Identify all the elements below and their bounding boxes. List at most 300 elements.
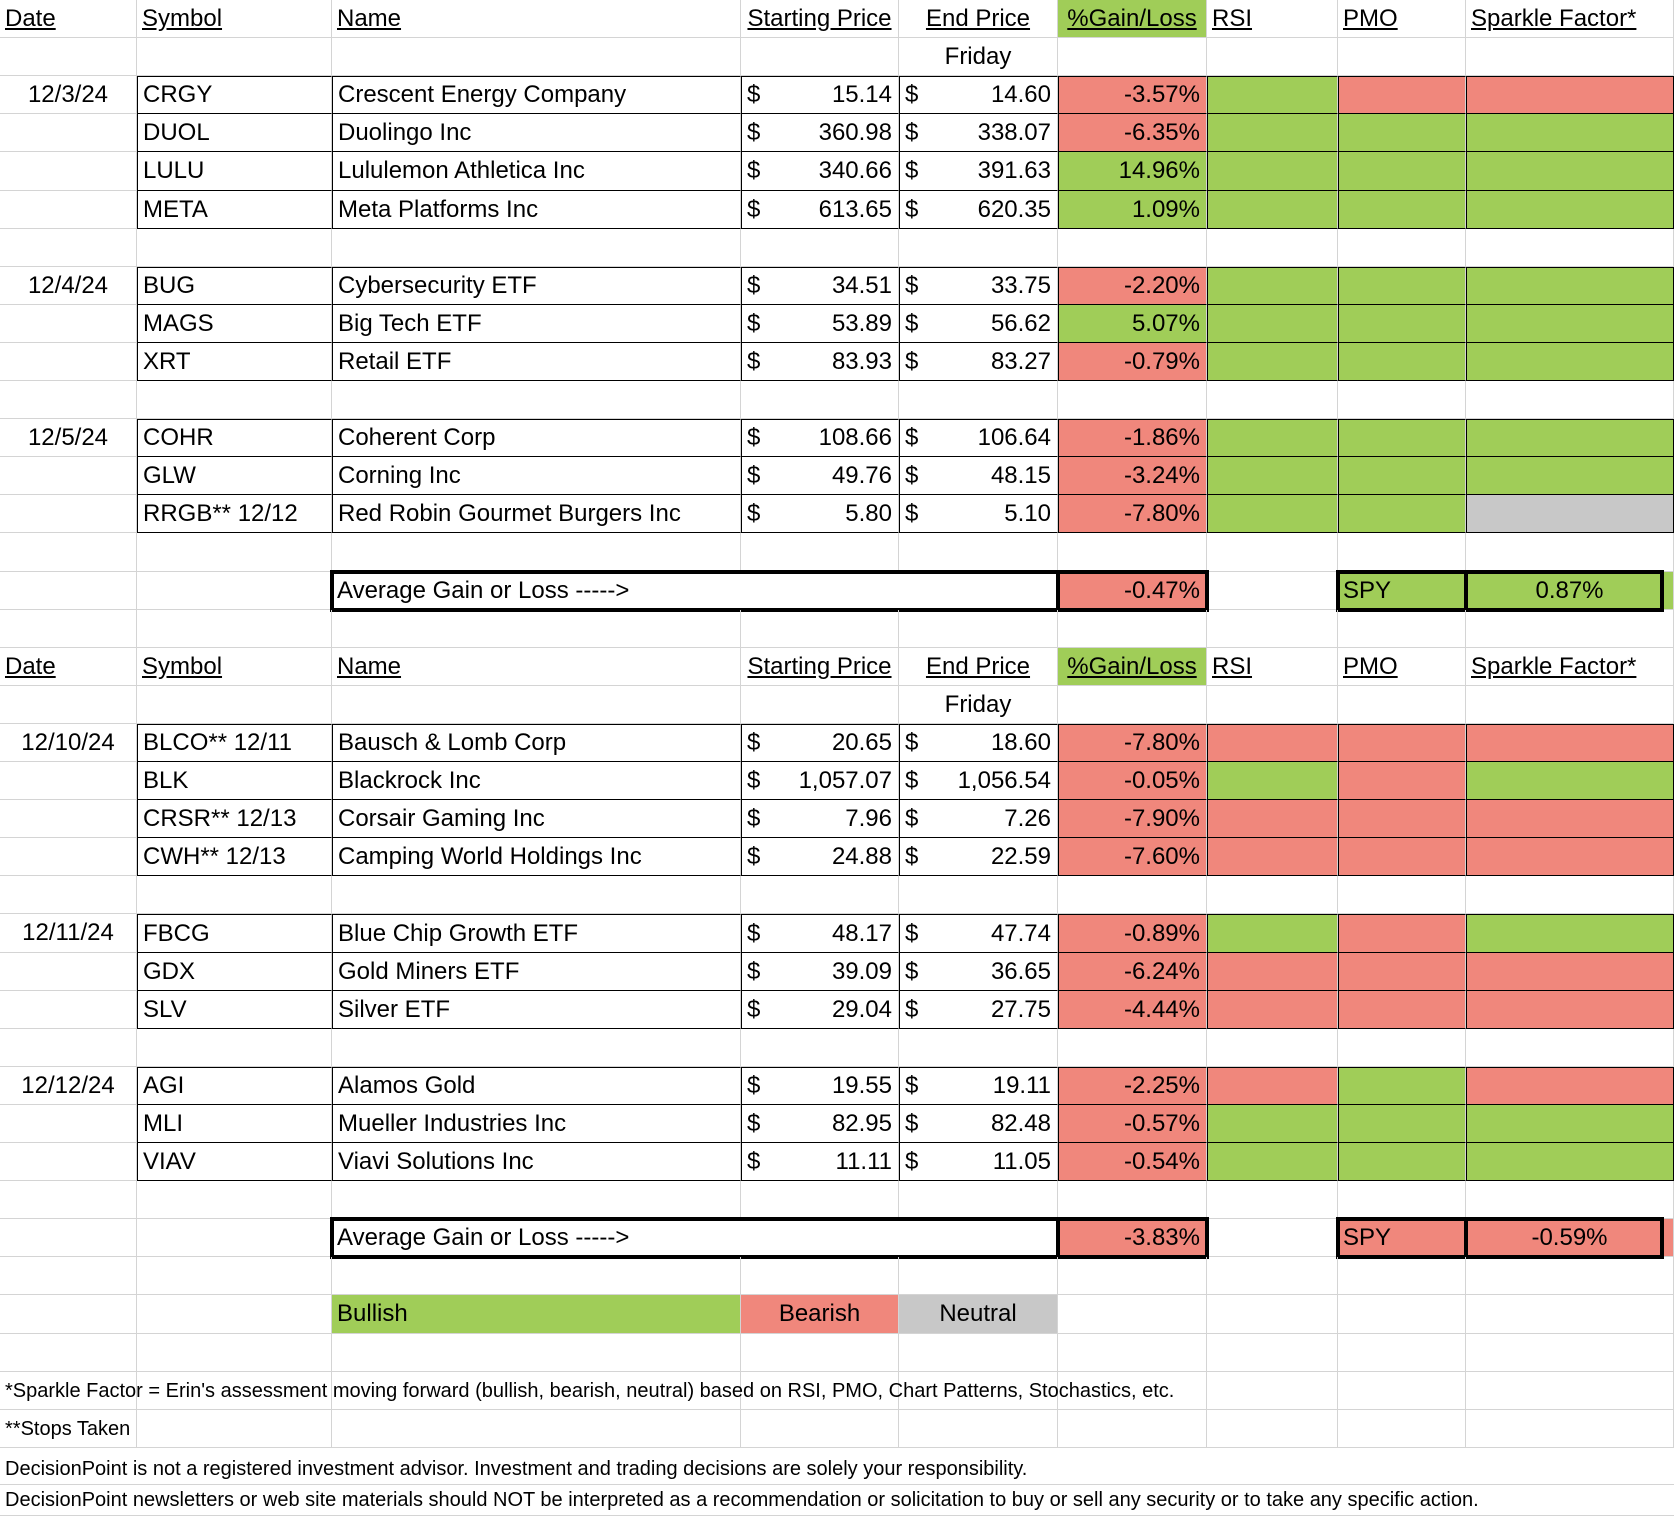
rsi-signal-cell[interactable]: [1207, 1143, 1338, 1181]
symbol-cell[interactable]: AGI: [137, 1067, 332, 1105]
empty-cell[interactable]: [1207, 610, 1338, 648]
starting-price-cell[interactable]: [741, 838, 899, 876]
header-sparkle-factor[interactable]: [1466, 0, 1674, 38]
empty-cell[interactable]: [899, 533, 1058, 572]
legend-bearish[interactable]: Bearish: [741, 1295, 899, 1334]
empty-cell[interactable]: [1338, 876, 1466, 914]
empty-cell[interactable]: [0, 1295, 137, 1334]
symbol-cell[interactable]: MLI: [137, 1105, 332, 1143]
name-cell[interactable]: Bausch & Lomb Corp: [332, 724, 741, 762]
gain-loss-cell[interactable]: -4.44%: [1058, 991, 1207, 1029]
starting-price-cell[interactable]: [741, 1105, 899, 1143]
gain-loss-cell[interactable]: -1.86%: [1058, 419, 1207, 457]
end-price-cell[interactable]: [899, 76, 1058, 114]
empty-cell[interactable]: [332, 1257, 741, 1295]
empty-cell[interactable]: [1058, 686, 1207, 724]
empty-cell[interactable]: [1338, 1029, 1466, 1067]
date-cell[interactable]: [0, 800, 137, 838]
rsi-signal-cell[interactable]: [1207, 914, 1338, 953]
empty-cell[interactable]: [1207, 686, 1338, 724]
symbol-cell[interactable]: GDX: [137, 953, 332, 991]
empty-cell[interactable]: [1058, 610, 1207, 648]
pmo-signal-cell[interactable]: [1338, 1067, 1466, 1105]
starting-price-cell[interactable]: [741, 457, 899, 495]
starting-price-cell[interactable]: [741, 1067, 899, 1105]
empty-cell[interactable]: [0, 610, 137, 648]
date-cell[interactable]: [0, 991, 137, 1029]
end-price-cell[interactable]: [899, 457, 1058, 495]
header-sparkle-factor[interactable]: [1466, 648, 1674, 686]
pmo-signal-cell[interactable]: [1338, 343, 1466, 381]
empty-cell[interactable]: [899, 381, 1058, 419]
empty-cell[interactable]: [1058, 1334, 1207, 1372]
header-pmo[interactable]: [1338, 0, 1466, 38]
symbol-cell[interactable]: VIAV: [137, 1143, 332, 1181]
date-cell[interactable]: [0, 457, 137, 495]
empty-cell[interactable]: [332, 229, 741, 267]
average-value[interactable]: -0.47%: [1058, 572, 1207, 610]
date-cell[interactable]: [0, 191, 137, 229]
header-symbol[interactable]: [137, 0, 332, 38]
gain-loss-cell[interactable]: -3.24%: [1058, 457, 1207, 495]
symbol-cell[interactable]: BLCO** 12/11: [137, 724, 332, 762]
sparkle-factor-signal-cell[interactable]: [1466, 1143, 1674, 1181]
empty-cell[interactable]: [137, 1334, 332, 1372]
empty-cell[interactable]: [1058, 229, 1207, 267]
end-price-cell[interactable]: [899, 267, 1058, 305]
name-cell[interactable]: Corsair Gaming Inc: [332, 800, 741, 838]
empty-cell[interactable]: [137, 610, 332, 648]
empty-cell[interactable]: [1338, 1181, 1466, 1219]
gain-loss-cell[interactable]: -0.05%: [1058, 762, 1207, 800]
sparkle-factor-signal-cell[interactable]: [1466, 800, 1674, 838]
gain-loss-cell[interactable]: -3.57%: [1058, 76, 1207, 114]
empty-cell[interactable]: [1466, 610, 1674, 648]
sparkle-factor-signal-cell[interactable]: [1466, 419, 1674, 457]
end-price-cell[interactable]: [899, 191, 1058, 229]
empty-cell[interactable]: [137, 229, 332, 267]
empty-cell[interactable]: [1058, 1257, 1207, 1295]
header-end-price[interactable]: [899, 0, 1058, 38]
end-price-cell[interactable]: [899, 343, 1058, 381]
name-cell[interactable]: Gold Miners ETF: [332, 953, 741, 991]
empty-cell[interactable]: [1338, 686, 1466, 724]
empty-cell[interactable]: [1338, 533, 1466, 572]
empty-cell[interactable]: [1207, 1219, 1338, 1257]
empty-cell[interactable]: [741, 381, 899, 419]
pmo-signal-cell[interactable]: [1338, 1143, 1466, 1181]
end-price-cell[interactable]: [899, 914, 1058, 953]
starting-price-cell[interactable]: [741, 914, 899, 953]
empty-cell[interactable]: [1058, 533, 1207, 572]
legend-bullish[interactable]: Bullish: [332, 1295, 741, 1334]
name-cell[interactable]: Camping World Holdings Inc: [332, 838, 741, 876]
end-price-cell[interactable]: [899, 419, 1058, 457]
empty-cell[interactable]: [137, 572, 332, 610]
date-cell[interactable]: [0, 152, 137, 191]
date-cell[interactable]: [0, 114, 137, 152]
empty-cell[interactable]: [332, 610, 741, 648]
empty-cell[interactable]: [0, 1029, 137, 1067]
symbol-cell[interactable]: BUG: [137, 267, 332, 305]
date-cell[interactable]: [0, 343, 137, 381]
empty-cell[interactable]: [1207, 1257, 1338, 1295]
pmo-signal-cell[interactable]: [1338, 267, 1466, 305]
empty-cell[interactable]: [1466, 381, 1674, 419]
rsi-signal-cell[interactable]: [1207, 76, 1338, 114]
starting-price-cell[interactable]: [741, 76, 899, 114]
pmo-signal-cell[interactable]: [1338, 762, 1466, 800]
empty-cell[interactable]: [0, 381, 137, 419]
gain-loss-cell[interactable]: -7.90%: [1058, 800, 1207, 838]
name-cell[interactable]: Mueller Industries Inc: [332, 1105, 741, 1143]
gain-loss-cell[interactable]: -0.57%: [1058, 1105, 1207, 1143]
gain-loss-cell[interactable]: -7.80%: [1058, 724, 1207, 762]
empty-cell[interactable]: [332, 1334, 741, 1372]
pmo-signal-cell[interactable]: [1338, 838, 1466, 876]
note-stops-taken[interactable]: **Stops Taken: [5, 1417, 131, 1440]
sparkle-factor-signal-cell[interactable]: [1466, 114, 1674, 152]
pmo-signal-cell[interactable]: [1338, 305, 1466, 343]
empty-cell[interactable]: [332, 876, 741, 914]
name-cell[interactable]: Crescent Energy Company: [332, 76, 741, 114]
rsi-signal-cell[interactable]: [1207, 1105, 1338, 1143]
empty-cell[interactable]: [899, 1181, 1058, 1219]
empty-cell[interactable]: [1207, 381, 1338, 419]
header-friday[interactable]: Friday: [899, 686, 1058, 724]
sparkle-factor-signal-cell[interactable]: [1466, 991, 1674, 1029]
empty-cell[interactable]: [1207, 229, 1338, 267]
empty-cell[interactable]: [332, 533, 741, 572]
date-cell[interactable]: [0, 1105, 137, 1143]
pmo-signal-cell[interactable]: [1338, 724, 1466, 762]
sparkle-factor-signal-cell[interactable]: [1466, 1067, 1674, 1105]
rsi-signal-cell[interactable]: [1207, 305, 1338, 343]
symbol-cell[interactable]: CRGY: [137, 76, 332, 114]
sparkle-factor-signal-cell[interactable]: [1466, 152, 1674, 191]
empty-cell[interactable]: [1207, 533, 1338, 572]
empty-cell[interactable]: [137, 38, 332, 76]
empty-cell[interactable]: [0, 876, 137, 914]
sparkle-factor-signal-cell[interactable]: [1466, 838, 1674, 876]
name-cell[interactable]: Silver ETF: [332, 991, 741, 1029]
empty-cell[interactable]: [1338, 1257, 1466, 1295]
rsi-signal-cell[interactable]: [1207, 114, 1338, 152]
sparkle-factor-signal-cell[interactable]: [1466, 343, 1674, 381]
pmo-signal-cell[interactable]: [1338, 419, 1466, 457]
starting-price-cell[interactable]: [741, 114, 899, 152]
empty-cell[interactable]: [0, 1257, 137, 1295]
rsi-signal-cell[interactable]: [1207, 762, 1338, 800]
empty-cell[interactable]: [1058, 876, 1207, 914]
empty-cell[interactable]: [899, 1029, 1058, 1067]
symbol-cell[interactable]: SLV: [137, 991, 332, 1029]
empty-cell[interactable]: [741, 1334, 899, 1372]
empty-cell[interactable]: [1466, 686, 1674, 724]
empty-cell[interactable]: [1338, 610, 1466, 648]
pmo-signal-cell[interactable]: [1338, 457, 1466, 495]
pmo-signal-cell[interactable]: [1338, 800, 1466, 838]
end-price-cell[interactable]: [899, 114, 1058, 152]
starting-price-cell[interactable]: [741, 991, 899, 1029]
date-cell[interactable]: 12/12/24: [0, 1067, 137, 1105]
header-gain-loss[interactable]: [1058, 0, 1207, 38]
empty-cell[interactable]: [0, 1181, 137, 1219]
rsi-signal-cell[interactable]: [1207, 267, 1338, 305]
starting-price-cell[interactable]: [741, 419, 899, 457]
empty-cell[interactable]: [1466, 1029, 1674, 1067]
disclaimer-line[interactable]: DecisionPoint newsletters or web site materials should NOT be interpreted as a recommendation or solicitation to buy or sell any security or to take any specific action.: [0, 1485, 1674, 1516]
note-sparkle-factor[interactable]: *Sparkle Factor = Erin's assessment moving forward (bullish, bearish, neutral) based on RSI, PMO, Chart Patterns, Stochastics, etc.: [5, 1379, 1175, 1402]
empty-cell[interactable]: [1338, 229, 1466, 267]
empty-cell[interactable]: [1466, 876, 1674, 914]
empty-cell[interactable]: [0, 1219, 137, 1257]
gain-loss-cell[interactable]: -7.80%: [1058, 495, 1207, 533]
name-cell[interactable]: Red Robin Gourmet Burgers Inc: [332, 495, 741, 533]
end-price-cell[interactable]: [899, 724, 1058, 762]
symbol-cell[interactable]: RRGB** 12/12: [137, 495, 332, 533]
end-price-cell[interactable]: [899, 1067, 1058, 1105]
empty-cell[interactable]: [1058, 381, 1207, 419]
empty-cell[interactable]: [137, 1257, 332, 1295]
header-date[interactable]: [0, 648, 137, 686]
name-cell[interactable]: Lululemon Athletica Inc: [332, 152, 741, 191]
rsi-signal-cell[interactable]: [1207, 191, 1338, 229]
starting-price-cell[interactable]: [741, 724, 899, 762]
pmo-signal-cell[interactable]: [1338, 991, 1466, 1029]
empty-cell[interactable]: [137, 533, 332, 572]
starting-price-cell[interactable]: [741, 953, 899, 991]
pmo-signal-cell[interactable]: [1338, 191, 1466, 229]
gain-loss-cell[interactable]: 5.07%: [1058, 305, 1207, 343]
empty-cell[interactable]: [137, 876, 332, 914]
gain-loss-cell[interactable]: -6.24%: [1058, 953, 1207, 991]
gain-loss-cell[interactable]: -0.89%: [1058, 914, 1207, 953]
empty-cell[interactable]: [1338, 1334, 1466, 1372]
empty-cell[interactable]: [741, 38, 899, 76]
end-price-cell[interactable]: [899, 762, 1058, 800]
rsi-signal-cell[interactable]: [1207, 800, 1338, 838]
gain-loss-cell[interactable]: -6.35%: [1058, 114, 1207, 152]
gain-loss-cell[interactable]: -0.79%: [1058, 343, 1207, 381]
sparkle-factor-signal-cell[interactable]: [1466, 305, 1674, 343]
empty-cell[interactable]: [1338, 1295, 1466, 1334]
empty-cell[interactable]: [0, 533, 137, 572]
pmo-signal-cell[interactable]: [1338, 1105, 1466, 1143]
starting-price-cell[interactable]: [741, 762, 899, 800]
header-pmo[interactable]: [1338, 648, 1466, 686]
empty-cell[interactable]: [1207, 1181, 1338, 1219]
empty-cell[interactable]: [1207, 1334, 1338, 1372]
header-friday[interactable]: Friday: [899, 38, 1058, 76]
sparkle-factor-signal-cell[interactable]: [1466, 953, 1674, 991]
symbol-cell[interactable]: META: [137, 191, 332, 229]
name-cell[interactable]: Blue Chip Growth ETF: [332, 914, 741, 953]
empty-cell[interactable]: [137, 381, 332, 419]
empty-cell[interactable]: [332, 686, 741, 724]
empty-cell[interactable]: [741, 533, 899, 572]
average-label[interactable]: Average Gain or Loss ----->: [332, 572, 1058, 610]
empty-cell[interactable]: [741, 686, 899, 724]
rsi-signal-cell[interactable]: [1207, 838, 1338, 876]
empty-cell[interactable]: [1466, 533, 1674, 572]
starting-price-cell[interactable]: [741, 800, 899, 838]
empty-cell[interactable]: [137, 1029, 332, 1067]
name-cell[interactable]: Alamos Gold: [332, 1067, 741, 1105]
gain-loss-cell[interactable]: -7.60%: [1058, 838, 1207, 876]
disclaimer-line[interactable]: DecisionPoint is not a registered investment advisor. Investment and trading decisions are solely your responsibility.: [0, 1454, 1674, 1485]
sparkle-factor-signal-cell[interactable]: [1466, 267, 1674, 305]
end-price-cell[interactable]: [899, 305, 1058, 343]
empty-cell[interactable]: [1207, 1029, 1338, 1067]
empty-cell[interactable]: [741, 1257, 899, 1295]
sparkle-factor-signal-cell[interactable]: [1466, 191, 1674, 229]
rsi-signal-cell[interactable]: [1207, 1067, 1338, 1105]
date-cell[interactable]: 12/3/24: [0, 76, 137, 114]
gain-loss-cell[interactable]: -2.20%: [1058, 267, 1207, 305]
pmo-signal-cell[interactable]: [1338, 76, 1466, 114]
symbol-cell[interactable]: DUOL: [137, 114, 332, 152]
rsi-signal-cell[interactable]: [1207, 991, 1338, 1029]
rsi-signal-cell[interactable]: [1207, 457, 1338, 495]
symbol-cell[interactable]: FBCG: [137, 914, 332, 953]
name-cell[interactable]: Viavi Solutions Inc: [332, 1143, 741, 1181]
symbol-cell[interactable]: GLW: [137, 457, 332, 495]
empty-cell[interactable]: [741, 229, 899, 267]
legend-neutral[interactable]: Neutral: [899, 1295, 1058, 1334]
gain-loss-cell[interactable]: 14.96%: [1058, 152, 1207, 191]
empty-cell[interactable]: [0, 572, 137, 610]
sparkle-factor-signal-cell[interactable]: [1466, 914, 1674, 953]
empty-cell[interactable]: [899, 610, 1058, 648]
date-cell[interactable]: 12/4/24: [0, 267, 137, 305]
empty-cell[interactable]: [899, 1257, 1058, 1295]
header-name[interactable]: [332, 648, 741, 686]
empty-cell[interactable]: [741, 876, 899, 914]
empty-cell[interactable]: [1207, 572, 1338, 610]
spy-value[interactable]: 0.87%: [1466, 572, 1674, 610]
starting-price-cell[interactable]: [741, 1143, 899, 1181]
empty-cell[interactable]: [137, 1219, 332, 1257]
sparkle-factor-signal-cell[interactable]: [1466, 76, 1674, 114]
gain-loss-cell[interactable]: -2.25%: [1058, 1067, 1207, 1105]
rsi-signal-cell[interactable]: [1207, 152, 1338, 191]
empty-cell[interactable]: [1207, 876, 1338, 914]
empty-cell[interactable]: [137, 686, 332, 724]
average-label[interactable]: Average Gain or Loss ----->: [332, 1219, 1058, 1257]
date-cell[interactable]: [0, 762, 137, 800]
gain-loss-cell[interactable]: 1.09%: [1058, 191, 1207, 229]
header-date[interactable]: [0, 0, 137, 38]
header-rsi[interactable]: [1207, 648, 1338, 686]
date-cell[interactable]: [0, 495, 137, 533]
spy-label[interactable]: SPY: [1338, 1219, 1466, 1257]
sparkle-factor-signal-cell[interactable]: [1466, 457, 1674, 495]
name-cell[interactable]: Duolingo Inc: [332, 114, 741, 152]
end-price-cell[interactable]: [899, 838, 1058, 876]
name-cell[interactable]: Meta Platforms Inc: [332, 191, 741, 229]
empty-cell[interactable]: [1466, 38, 1674, 76]
header-end-price[interactable]: [899, 648, 1058, 686]
end-price-cell[interactable]: [899, 495, 1058, 533]
empty-cell[interactable]: [741, 1029, 899, 1067]
name-cell[interactable]: Corning Inc: [332, 457, 741, 495]
header-rsi[interactable]: [1207, 0, 1338, 38]
spy-value[interactable]: -0.59%: [1466, 1219, 1674, 1257]
rsi-signal-cell[interactable]: [1207, 724, 1338, 762]
pmo-signal-cell[interactable]: [1338, 114, 1466, 152]
starting-price-cell[interactable]: [741, 343, 899, 381]
empty-cell[interactable]: [1466, 1181, 1674, 1219]
empty-cell[interactable]: [741, 610, 899, 648]
header-name[interactable]: [332, 0, 741, 38]
symbol-cell[interactable]: MAGS: [137, 305, 332, 343]
rsi-signal-cell[interactable]: [1207, 953, 1338, 991]
header-gain-loss[interactable]: [1058, 648, 1207, 686]
header-symbol[interactable]: [137, 648, 332, 686]
sparkle-factor-signal-cell[interactable]: [1466, 724, 1674, 762]
end-price-cell[interactable]: [899, 1143, 1058, 1181]
starting-price-cell[interactable]: [741, 152, 899, 191]
name-cell[interactable]: Cybersecurity ETF: [332, 267, 741, 305]
name-cell[interactable]: Retail ETF: [332, 343, 741, 381]
empty-cell[interactable]: [1207, 1295, 1338, 1334]
name-cell[interactable]: Coherent Corp: [332, 419, 741, 457]
empty-cell[interactable]: [1466, 1334, 1674, 1372]
empty-cell[interactable]: [1466, 229, 1674, 267]
header-starting-price[interactable]: [741, 0, 899, 38]
starting-price-cell[interactable]: [741, 267, 899, 305]
empty-cell[interactable]: [1058, 38, 1207, 76]
empty-cell[interactable]: [1058, 1029, 1207, 1067]
name-cell[interactable]: Blackrock Inc: [332, 762, 741, 800]
empty-cell[interactable]: [1058, 1181, 1207, 1219]
pmo-signal-cell[interactable]: [1338, 495, 1466, 533]
end-price-cell[interactable]: [899, 1105, 1058, 1143]
symbol-cell[interactable]: LULU: [137, 152, 332, 191]
pmo-signal-cell[interactable]: [1338, 914, 1466, 953]
end-price-cell[interactable]: [899, 152, 1058, 191]
spy-label[interactable]: SPY: [1338, 572, 1466, 610]
end-price-cell[interactable]: [899, 800, 1058, 838]
date-cell[interactable]: [0, 1143, 137, 1181]
empty-cell[interactable]: [1058, 1295, 1207, 1334]
empty-cell[interactable]: [1466, 1295, 1674, 1334]
date-cell[interactable]: 12/10/24: [0, 724, 137, 762]
rsi-signal-cell[interactable]: [1207, 343, 1338, 381]
empty-cell[interactable]: [0, 229, 137, 267]
empty-cell[interactable]: [899, 876, 1058, 914]
average-value[interactable]: -3.83%: [1058, 1219, 1207, 1257]
rsi-signal-cell[interactable]: [1207, 419, 1338, 457]
symbol-cell[interactable]: CRSR** 12/13: [137, 800, 332, 838]
symbol-cell[interactable]: CWH** 12/13: [137, 838, 332, 876]
empty-cell[interactable]: [332, 38, 741, 76]
symbol-cell[interactable]: COHR: [137, 419, 332, 457]
symbol-cell[interactable]: BLK: [137, 762, 332, 800]
empty-cell[interactable]: [899, 1334, 1058, 1372]
empty-cell[interactable]: [1338, 38, 1466, 76]
pmo-signal-cell[interactable]: [1338, 152, 1466, 191]
sparkle-factor-signal-cell[interactable]: [1466, 495, 1674, 533]
symbol-cell[interactable]: XRT: [137, 343, 332, 381]
date-cell[interactable]: [0, 953, 137, 991]
empty-cell[interactable]: [332, 381, 741, 419]
date-cell[interactable]: [0, 305, 137, 343]
empty-cell[interactable]: [332, 1029, 741, 1067]
date-cell[interactable]: [0, 838, 137, 876]
pmo-signal-cell[interactable]: [1338, 953, 1466, 991]
